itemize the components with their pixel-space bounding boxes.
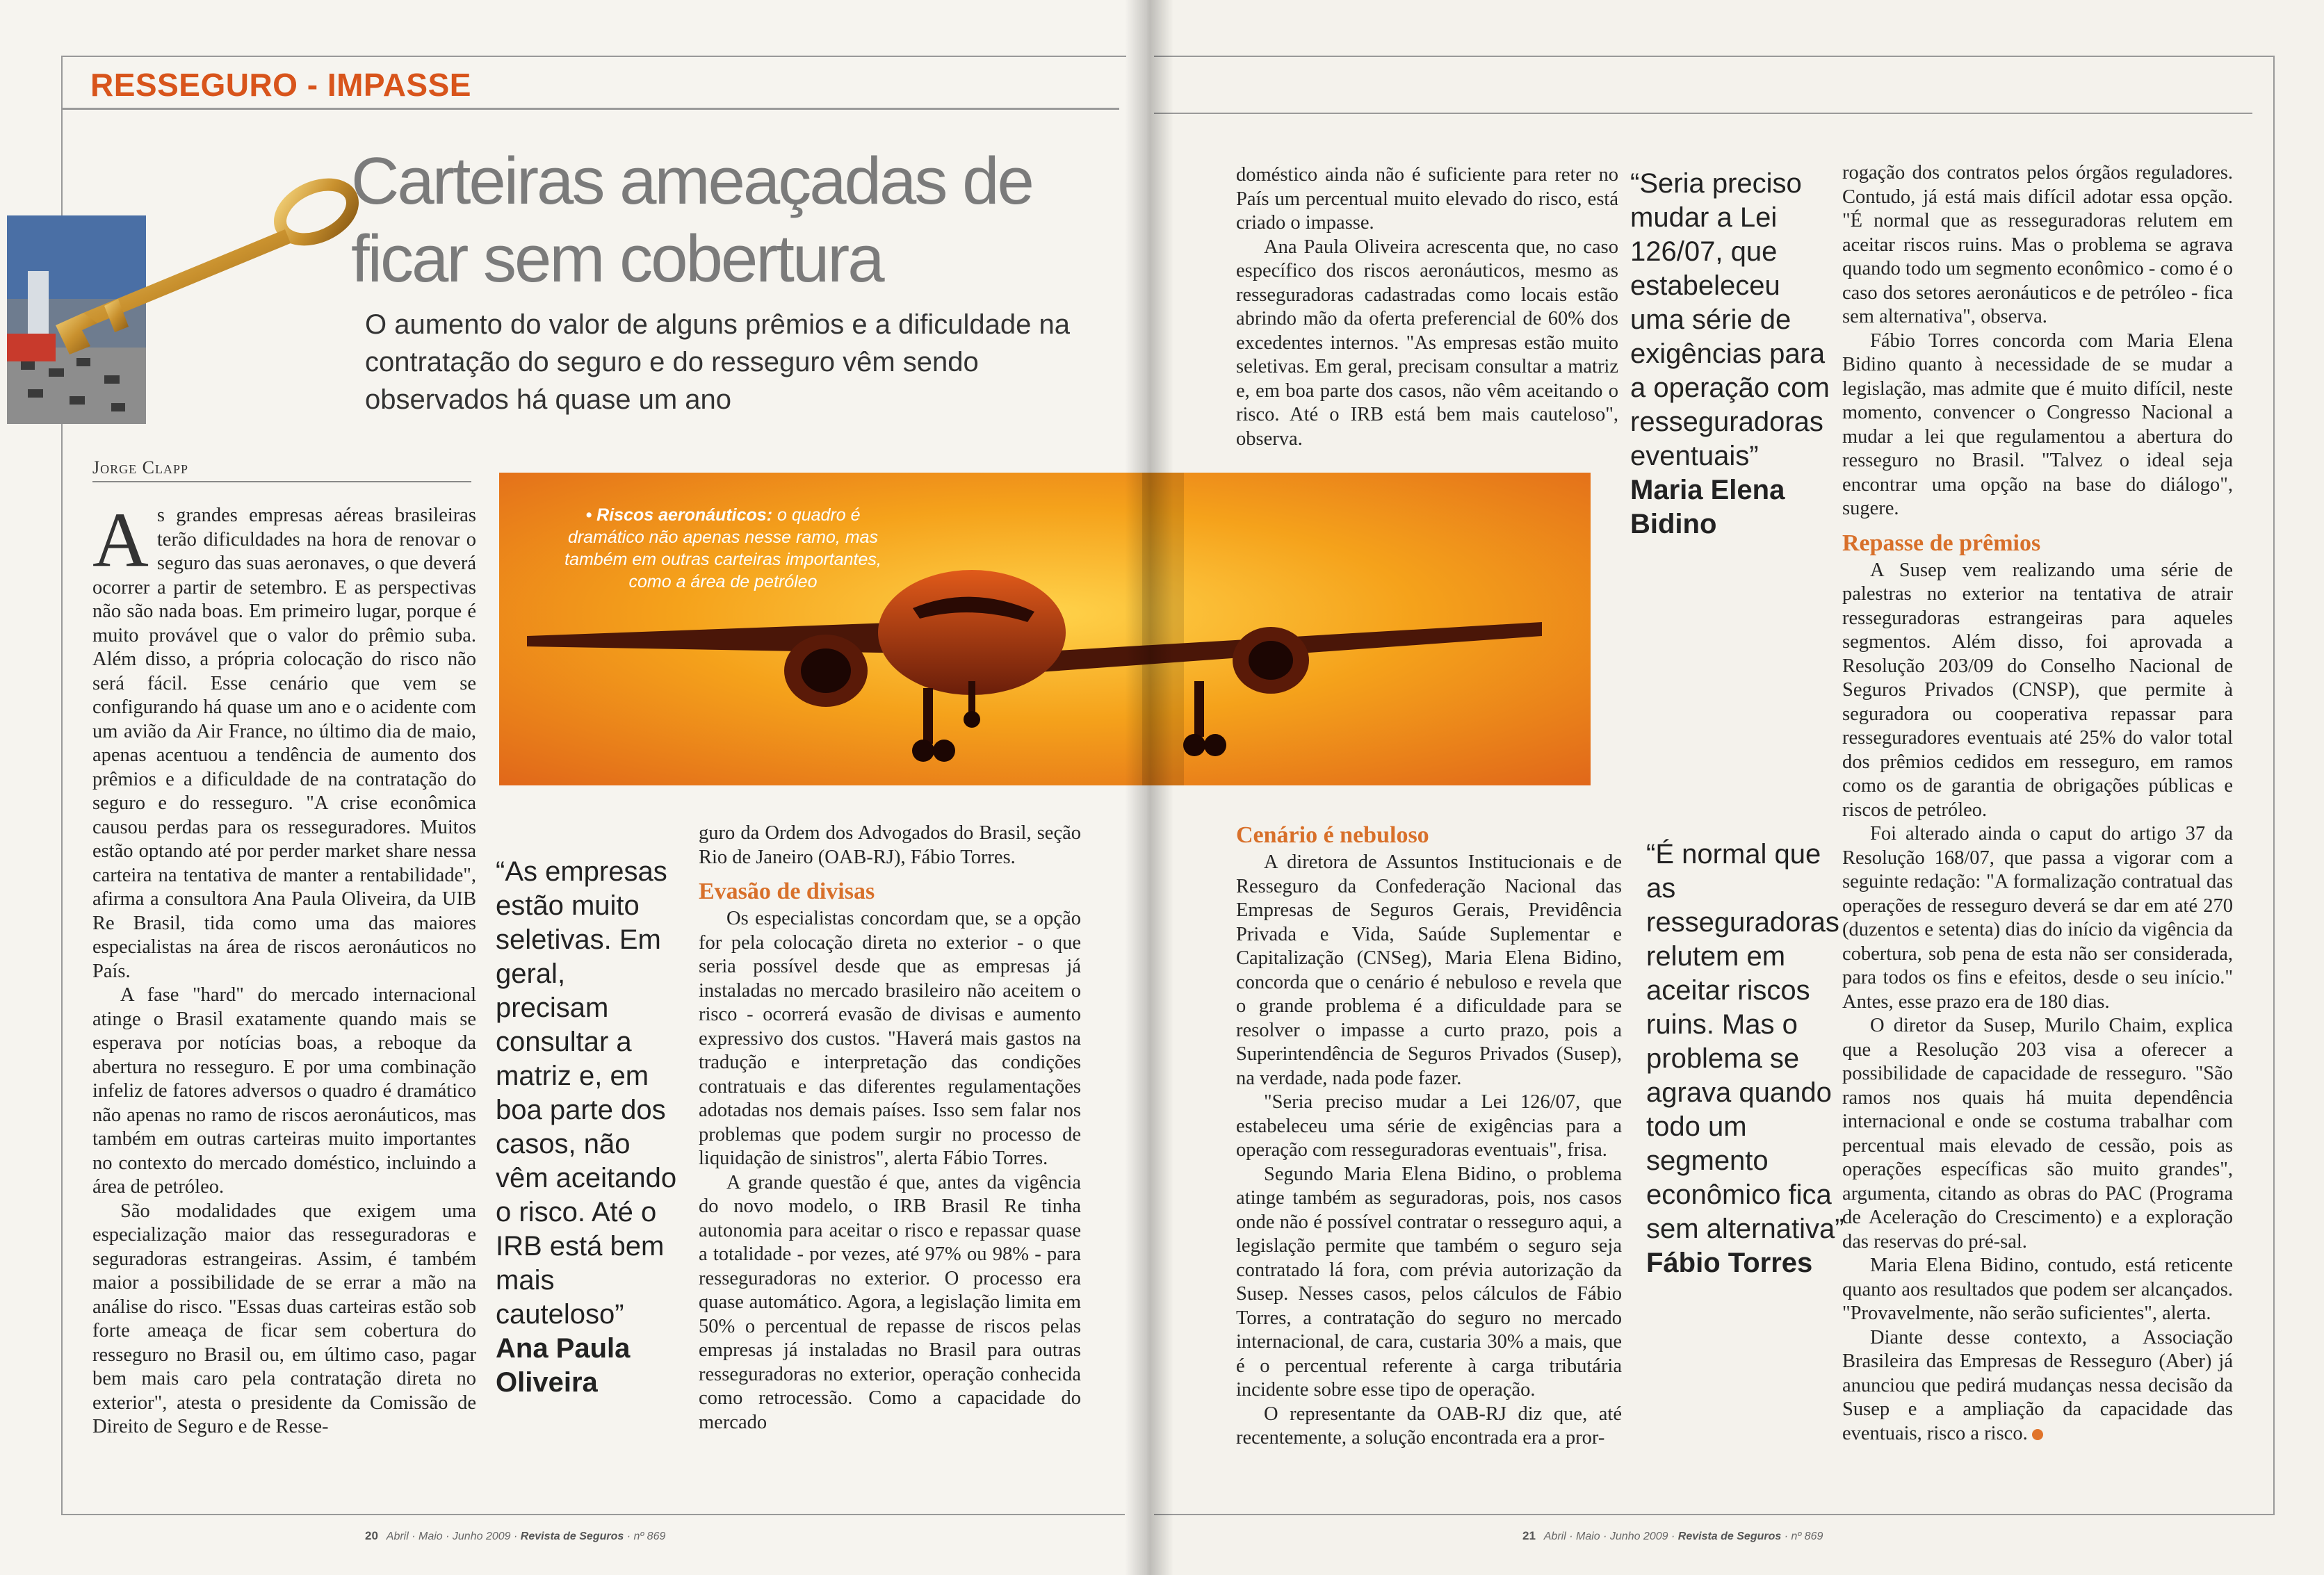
frame-right-rule: [2273, 56, 2275, 1515]
pull-quote-text: “É normal que as resseguradoras relutem em aceitar riscos ruins. Mas o problema se agrava quando todo um segmento econômico fica sem alternativa”: [1646, 839, 1844, 1244]
pull-quote-maria-elena: [1630, 167, 1832, 541]
spine-shadow: [1125, 0, 1173, 1575]
pull-quote-text: “Seria preciso mudar a Lei 126/07, que estabeleceu uma série de exigências para a operação com resseguradoras eventuais”: [1630, 168, 1830, 471]
paragraph: "Seria preciso mudar a Lei 126/07, que estabeleceu uma série de exigências para a operação com resseguradoras eventuais", frisa.: [1236, 1091, 1622, 1161]
frame-bottom-rule: [61, 1514, 1125, 1515]
issue-number: · nº 869: [1784, 1531, 1823, 1542]
paragraph: [1842, 1326, 2233, 1446]
paragraph: Fábio Torres concorda com Maria Elena Bidino quanto à necessidade de se mudar a legislação, mas admite que é muito difícil, neste momento, convencer o Congresso Nacional a mudar a lei que regulamentou a abertura do resseguro no Brasil. "Talvez o ideal seja encontrar uma opção na base do diálogo", sugere.: [1842, 329, 2233, 519]
drop-cap: A: [92, 497, 149, 583]
column-6: [1842, 161, 2233, 1446]
key-illustration: [0, 174, 389, 431]
paragraph: São modalidades que exigem uma especialização maior das resseguradoras e seguradoras estrangeiras. Assim, é também maior a possibilidade de se errar a mão na análise do risco. "Essas duas carteiras estão sob forte ameaça de ficar sem cobertura do resseguro no Brasil ou, em último caso, pagar bem mais caro pela contratação direta no exterior", atesta o presidente da Comissão de Direito de Seguro e de Resse-: [92, 1200, 476, 1437]
frame-top-rule: [63, 56, 1126, 57]
left-page: [0, 0, 1147, 1575]
paragraph: Maria Elena Bidino, contudo, está reticente quanto aos resultados que podem ser alcançados. "Provavelmente, não serão suficientes", alerta.: [1842, 1255, 2233, 1324]
subhead-repasse: Repasse de prêmios: [1842, 530, 2041, 556]
pull-quote-name: Fábio Torres: [1646, 1248, 1813, 1278]
photo-caption: [549, 504, 897, 593]
paragraph: rogação dos contratos pelos órgãos reguladores. Contudo, já está mais difícil adotar essa opção. "É normal que as resseguradoras relutem em aceitar riscos ruins. Mas o problema se agrava quando todo um segmento econômico - como é o caso dos setores aeronáuticos e de petróleo - fica sem alternativa", observa.: [1842, 162, 2233, 327]
pull-quote-name: Maria Elena Bidino: [1630, 475, 1785, 539]
byline-rule: [92, 481, 471, 482]
paragraph-text: Diante desse contexto, a Associação Brasileira das Empresas de Resseguro (Aber) já anunciou que pedirá mudanças nessa decisão da Susep e a ampliação da capacidade das eventuais, risco a risco.: [1842, 1326, 2233, 1444]
paragraph: guro da Ordem dos Advogados do Brasil, seção Rio de Janeiro (OAB-RJ), Fábio Torres.: [699, 822, 1081, 868]
paragraph: Foi alterado ainda o caput do artigo 37 da Resolução 168/07, que passa a vigorar com a seguinte redação: "A formalização contratual das operações de resseguro deverá se dar em até 270 (duzentos e setenta) dias do início da vigência da cobertura, sob pena de esta não ser considerada, para todos os fins e efeitos, desde o seu início." Antes, esse prazo era de 180 dias.: [1842, 823, 2233, 1013]
magazine-name: Revista de Seguros: [520, 1531, 624, 1542]
pull-quote-text: “As empresas estão muito seletivas. Em geral, precisam consultar a matriz e, em boa parte dos casos, não vêm aceitando o risco. Até o IRB está bem mais cauteloso”: [496, 856, 677, 1330]
standfirst: O aumento do valor de alguns prêmios e a dificuldade na contratação do seguro e do resseguro vêm sendo observados há quase um ano: [365, 309, 1070, 415]
column-3: [699, 822, 1081, 1435]
column-1: [92, 497, 476, 1439]
byline: Jorge Clapp: [92, 457, 188, 478]
headline: Carteiras ameaçadas de ficar sem cobertura: [351, 144, 1032, 296]
footer-date: Abril · Maio · Junho 2009 ·: [386, 1531, 518, 1542]
frame-top-rule: [1154, 56, 2273, 57]
end-mark-icon: [2032, 1429, 2043, 1440]
paragraph: Segundo Maria Elena Bidino, o problema atinge também as seguradoras, pois, nos casos onde não é possível contratar o resseguro aqui, a legislação permite que também o seguro seja contratado lá fora, com prévia autorização da Susep. Nesses casos, pelos cálculos de Fábio Torres, a contratação do seguro no mercado internacional, de cara, custaria 30% a mais, que é o percentual referente à carga tributária incidente sobre esse tipo de operação.: [1236, 1163, 1622, 1401]
section-rule: [63, 108, 1119, 110]
column-4-top: [1236, 163, 1618, 451]
paragraph: Os especialistas concordam que, se a opção for pela colocação direta no exterior - o que seria possível desde que as empresas já instaladas no mercado brasileiro não aceitem o risco - ocorrerá evasão de divisas e aumento expressivo dos custos. "Haverá mais gastos na tradução e interpretação das condições contratuais e das diferentes regulamentações adotadas nos demais países. Isso sem falar nos problemas que podem surgir no processo de liquidação de sinistros", alerta Fábio Torres.: [699, 908, 1081, 1169]
paragraph-text: s grandes empresas aéreas brasileiras terão dificuldades na hora de renovar o seguro das suas aeronaves, o que deverá ocorrer a partir de setembro. E as perspectivas não são nada boas. Em primeiro lugar, porque é muito provável que o valor do prêmio suba. Além disso, a própria colocação do risco não será fácil. Esse cenário que vem se configurando há quase um ano e o acidente com um avião da Air France, no último dia de maio, apenas acentuou a tendência de aumento dos prêmios e a dificuldade de na contratação do seguro e do resseguro. "A crise econômica causou perdas para os resseguradores. Muitos estão optando até por perder market share nessa carteira na tentativa de manter a rentabilidade", afirma a consultora Ana Paula Oliveira, da UIB Re Brasil, tida como uma das maiores especialistas na área de riscos aeronáuticos no País.: [92, 505, 476, 982]
footer-right: [1522, 1529, 1823, 1543]
paragraph: Ana Paula Oliveira acrescenta que, no caso específico dos riscos aeronáuticos, mesmo as resseguradoras cadastradas como locais estão abrindo mão da oferta preferencial de 60% dos excedentes internos. "As empresas estão muito seletivas. Em geral, precisam consultar a matriz e, em boa parte dos casos, não vêm aceitando o risco. Até o IRB está bem mais cauteloso", observa.: [1236, 236, 1618, 450]
paragraph: A grande questão é que, antes da vigência do novo modelo, o IRB Brasil Re tinha autonomia para aceitar o risco e repassar quase a totalidade - por vezes, até 97% ou 98% - para resseguradoras no exterior. O processo era quase automático. Agora, a legislação limita em 50% o percentual de repasse de riscos pelas empresas já instaladas no Brasil para outras resseguradoras no exterior, operação conhecida como retrocessão. Como a capacidade do mercado: [699, 1171, 1081, 1433]
right-page: [1147, 0, 2324, 1575]
pull-quote-fabio-torres: [1646, 838, 1848, 1280]
pull-quote-name: Ana Paula Oliveira: [496, 1333, 631, 1398]
paragraph: doméstico ainda não é suficiente para reter no País um percentual muito elevado do risco, está criado o impasse.: [1236, 164, 1618, 234]
paragraph: [92, 497, 476, 984]
section-label: RESSEGURO - IMPASSE: [90, 67, 471, 103]
frame-bottom-rule: [1154, 1514, 2275, 1515]
paragraph: A Susep vem realizando uma série de palestras no exterior na tentativa de atrair resseguradoras estrangeiras para aqueles segmentos. Além disso, foi aprovada a Resolução 203/09 do Conselho Nacional de Seguros Privados (CNSP), que permite à seguradora ou cooperativa repassar para resseguradores eventuais até 25% do valor total dos prêmios cedidos em resseguro, em ramos como os de garantia de obrigações públicas e riscos de petróleo.: [1842, 559, 2233, 821]
page-number: 21: [1522, 1529, 1536, 1542]
magazine-name: Revista de Seguros: [1677, 1531, 1782, 1542]
footer-left: [365, 1529, 665, 1543]
pull-quote-ana-paula: [496, 855, 680, 1400]
photo-caption-lead: • Riscos aeronáuticos:: [585, 505, 773, 525]
subhead-evasao: Evasão de divisas: [699, 879, 875, 904]
column-4-bottom: [1236, 813, 1622, 1451]
page-number: 20: [365, 1529, 378, 1542]
paragraph: O diretor da Susep, Murilo Chaim, explica que a Resolução 203 visa a oferecer a possibilidade de capacidade de resseguro. "São ramos nos quais há muita dependência internacional e onde se costuma trabalhar com percentual mais elevado de cessão, pois as operações específicas são muito grandes", argumenta, citando as obras do PAC (Programa de Aceleração do Crescimento) e a exploração das reservas do pré-sal.: [1842, 1015, 2233, 1252]
subhead-cenario: Cenário é nebuloso: [1236, 822, 1429, 848]
issue-number: · nº 869: [626, 1531, 666, 1542]
header-rule: [1154, 113, 2252, 114]
paragraph: O representante da OAB-RJ diz que, até recentemente, a solução encontrada era a pror-: [1236, 1403, 1622, 1448]
photo-caption-text: o quadro é dramático não apenas nesse ramo, mas também em outras carteiras importantes, como a área de petróleo: [564, 505, 881, 591]
paragraph: A diretora de Assuntos Institucionais e de Resseguro da Confederação Nacional das Empresas de Seguros Gerais, Previdência Privada e Vida, Saúde Suplementar e Capitalização (CNSeg), Maria Elena Bidino, concorda que o cenário é nebuloso e revela que o grande problema é a dificuldade para se resolver o impasse a curto prazo, pois a Superintendência de Seguros Privados (Susep), na verdade, nada pode fazer.: [1236, 851, 1622, 1089]
footer-date: Abril · Maio · Junho 2009 ·: [1543, 1531, 1675, 1542]
paragraph: A fase "hard" do mercado internacional atinge o Brasil exatamente quando mais se esperava por notícias boas, a reboque da abertura no resseguro. E por uma combinação infeliz de fatores adversos o quadro é dramático não apenas no ramo de riscos aeronáuticos, mas também em outras carteiras muito importantes no contexto do mercado doméstico, incluindo a área de petróleo.: [92, 984, 476, 1198]
